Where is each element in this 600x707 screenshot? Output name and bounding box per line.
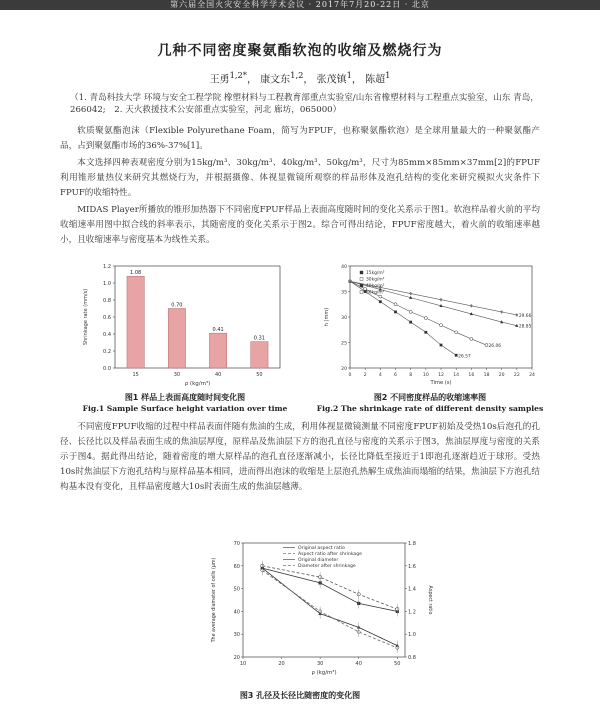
- y-left-tick-label: 30: [233, 632, 240, 639]
- data-point: [424, 331, 427, 334]
- figure-2-caption-en: Fig.2 The shrinkage rate of different density samples: [316, 404, 544, 413]
- running-header: 第六届全国火灾安全科学学术会议 · 2017年7月20-22日 · 北京: [0, 0, 600, 10]
- y-left-axis-label: The average diameter of cells (μm): [212, 557, 217, 643]
- paragraph-2: 本文选择四种表观密度分别为15kg/m³、30kg/m³、40kg/m³、50kg/m³，尺寸为85mm×85mm×37mm[2]的FPUF利用锥形量热仪来研究其燃烧行为，并根据摄像、体视显微镜所观察的样品形体及泡孔结构的变化来研究模拟火灾条件下FPUF的收缩特性。: [60, 158, 540, 198]
- figure-2-line-chart: [320, 260, 540, 390]
- bar-value-label: 1.08: [130, 270, 142, 277]
- data-point: [455, 354, 458, 357]
- data-point: [409, 321, 412, 324]
- paragraph-1: 软质聚氨酯泡沫（Flexible Polyurethane Foam，简写为FPUF，也称聚氨酯软泡）是全球用量最大的一种聚氨酯产品，占到聚氨酯市场的36%-37%[1]。: [60, 126, 540, 151]
- x-tick-label: 8: [409, 373, 413, 378]
- figure-1-caption-cn: 图1 样品上表面高度随时间变化图: [124, 393, 246, 402]
- x-tick-label: 6: [394, 373, 397, 378]
- x-tick-label: 2: [363, 373, 367, 378]
- legend-marker: [360, 278, 363, 281]
- data-point: [500, 310, 503, 314]
- y-tick-label: 0.0: [103, 366, 111, 372]
- y-left-tick-label: 20: [233, 655, 240, 661]
- author-name: 陈超: [365, 74, 386, 86]
- x-tick-label: 4: [378, 373, 382, 378]
- author-name: 王勇: [209, 74, 230, 86]
- y-axis-label: Shrinkage rate (mm/s): [83, 288, 89, 346]
- x-tick-label: 50: [394, 661, 401, 667]
- legend-marker: [360, 291, 363, 294]
- legend-label: 15kg/m³: [366, 271, 385, 276]
- x-tick-label: 15: [132, 372, 139, 378]
- figure-3-line-chart: [205, 535, 435, 685]
- x-tick-label: 40: [214, 372, 222, 378]
- y-left-tick-label: 60: [233, 563, 240, 570]
- legend-label: Aspect ratio after shrinkage: [298, 552, 362, 557]
- bar-value-label: 0.70: [171, 302, 183, 309]
- line-end-annotation: 29.66: [518, 313, 532, 319]
- legend-label: Diameter after shrinkage: [298, 564, 356, 569]
- author-affil-mark: 1: [346, 70, 352, 80]
- data-point: [470, 337, 473, 340]
- legend-marker: [360, 284, 363, 287]
- figure-3-caption-cn: 图3 孔径及长径比随密度的变化图: [239, 691, 361, 700]
- data-point: [379, 300, 382, 303]
- x-tick-label: 18: [483, 373, 490, 378]
- y-axis-label: h (mm): [324, 307, 330, 327]
- x-axis-label: Time (s): [430, 380, 452, 386]
- legend-label: 40kg/m³: [366, 284, 385, 289]
- author-affil-mark: 1: [385, 70, 391, 80]
- legend-label: Original diameter: [298, 558, 339, 563]
- x-tick-label: 30: [316, 661, 324, 667]
- x-tick-label: 50: [256, 372, 263, 378]
- figure-1-bar-chart: [75, 258, 295, 388]
- bar: [127, 276, 144, 368]
- legend-marker: [360, 271, 363, 274]
- x-tick-label: 20: [278, 661, 285, 667]
- y-tick-label: 35: [341, 290, 347, 296]
- y-left-tick-label: 40: [233, 609, 240, 616]
- figure-2-caption-cn: 图2 不同密度样品的收缩速率图: [373, 393, 487, 402]
- x-tick-label: 30: [173, 372, 181, 378]
- y-tick-label: 0.6: [103, 315, 111, 321]
- bar: [168, 309, 185, 369]
- line-end-annotation: 26.06: [488, 344, 502, 350]
- x-tick-label: 10: [239, 661, 247, 667]
- y-tick-label: 25: [341, 341, 347, 347]
- legend-label: 50kg/m³: [366, 290, 385, 296]
- author-name: 康文东: [260, 74, 291, 86]
- y-tick-label: 0.4: [103, 332, 111, 338]
- data-point: [439, 298, 442, 302]
- y-tick-label: 0.8: [103, 298, 111, 304]
- affiliation: （1. 青岛科技大学 环境与安全工程学院 橡塑材料与工程教育部重点实验室/山东省橡塑材料与工程重点实验室，山东 青岛，266042; 2. 天火救援技术公安部重点实验室，河北 廊坊，065000）: [70, 93, 539, 115]
- data-point: [394, 311, 397, 314]
- data-point: [409, 292, 412, 296]
- author-affil-mark: 1,2*: [229, 70, 247, 80]
- data-point: [440, 324, 443, 327]
- y-left-tick-label: 70: [233, 541, 240, 547]
- y-tick-label: 40: [341, 265, 347, 270]
- x-tick-label: 14: [453, 373, 460, 378]
- data-point: [409, 310, 412, 313]
- y-tick-label: 30: [341, 316, 347, 321]
- author-name: 张茂镇: [316, 74, 347, 86]
- y-left-tick-label: 50: [233, 586, 240, 593]
- x-axis-label: ρ (kg/m³): [184, 381, 211, 387]
- data-point: [394, 303, 397, 306]
- x-tick-label: 0: [348, 373, 352, 378]
- x-tick-label: 24: [529, 373, 535, 378]
- data-point: [424, 317, 427, 320]
- paper-title: 几种不同密度聚氨酯软泡的收缩及燃烧行为: [157, 43, 443, 59]
- bar: [251, 342, 268, 368]
- y-right-axis-label: Aspect ratio: [427, 585, 432, 615]
- x-tick-label: 10: [422, 373, 429, 378]
- y-right-tick-label: 1.6: [408, 563, 416, 570]
- x-tick-label: 20: [498, 373, 505, 378]
- author-list: 王勇$^{1,2*}$， 康文东$^{1,2}$， 张茂镇$^1$， 陈超$^1$: [209, 70, 391, 86]
- x-tick-label: 12: [438, 373, 444, 378]
- bar: [209, 333, 226, 368]
- paragraph-4: 不同密度FPUF收缩的过程中样品表面伴随有焦油的生成，利用体视显微镜测量不同密度FPUF初始及受热10s后泡孔的孔径、长径比以及样品表面生成的焦油层厚度，原样品及焦油层下方的泡孔直径与密度的关系示于图3，焦油层厚度与密度的关系示于图4。据此得出结论，随着密度的增大原样品的泡孔直径逐渐减小，长径比降低至接近于1即泡孔逐渐趋近于球形。受热10s时焦油层下方泡孔结构与原样品基本相同，进而得出泡沫的收缩是上层泡孔热解生成焦油而塌缩的结果，焦油层下方泡孔结构基本没有变化，且样品密度越大10s时表面生成的焦油层越薄。: [60, 422, 540, 492]
- y-tick-label: 1.0: [103, 281, 111, 287]
- y-right-tick-label: 1.0: [408, 632, 416, 639]
- y-right-tick-label: 1.4: [408, 586, 416, 593]
- series-line: [262, 566, 397, 609]
- line-end-annotation: 26.57: [458, 354, 471, 360]
- figure-1-caption-en: Fig.1 Sample Surface height variation over time: [82, 404, 288, 413]
- y-tick-label: 0.2: [103, 349, 111, 355]
- y-right-tick-label: 1.8: [408, 541, 416, 547]
- bar-value-label: 0.31: [253, 335, 265, 342]
- y-right-tick-label: 0.8: [408, 655, 416, 661]
- paragraph-3: MIDAS Player所播放的锥形加热器下不同密度FPUF样品上表面高度随时间的变化关系示于图1。软泡样品着火前的平均收缩速率用图中拟合线的斜率表示，其随密度的变化关系示于图2。综合可得出结论，FPUF密度越大，着火前的收缩速率越小，且收缩速率与密度基本为线性关系。: [60, 205, 540, 245]
- data-point: [455, 331, 458, 334]
- y-tick-label: 20: [341, 367, 347, 372]
- data-point: [379, 295, 382, 298]
- x-tick-label: 22: [513, 373, 520, 378]
- x-tick-label: 40: [355, 661, 362, 667]
- author-affil-mark: 1,2: [290, 70, 304, 80]
- y-tick-label: 1.2: [103, 264, 111, 270]
- x-tick-label: 16: [468, 373, 475, 378]
- data-point: [470, 304, 473, 308]
- data-point: [440, 344, 443, 347]
- legend-label: 30kg/m³: [366, 277, 385, 283]
- bar-value-label: 0.41: [212, 327, 224, 334]
- y-right-tick-label: 1.2: [408, 609, 416, 616]
- line-end-annotation: 28.85: [518, 324, 532, 330]
- x-axis-label: ρ (kg/m³): [311, 670, 337, 676]
- series-line: [262, 568, 397, 611]
- legend-label: Original aspect ratio: [298, 546, 345, 551]
